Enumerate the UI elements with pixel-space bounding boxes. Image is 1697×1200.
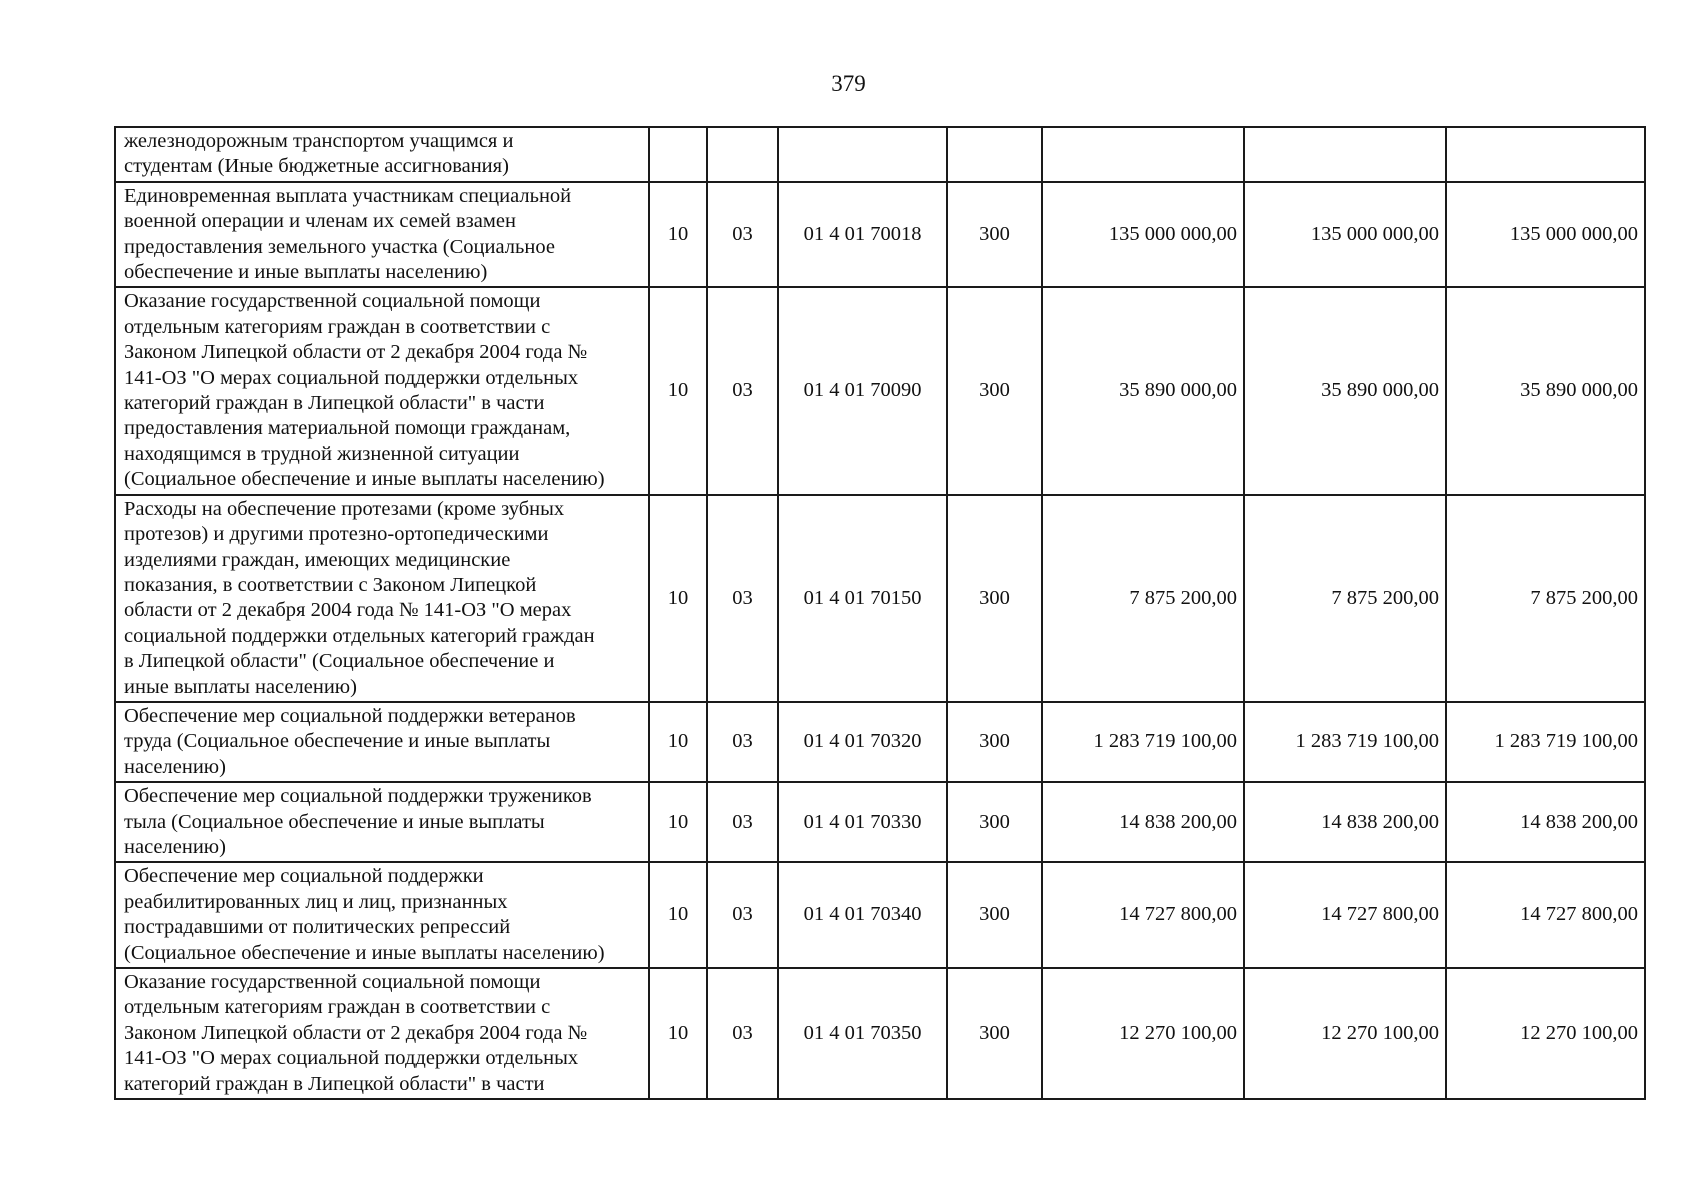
amount-year-2 [1244, 127, 1446, 182]
amount-year-1: 14 838 200,00 [1042, 782, 1244, 862]
amount-year-3: 7 875 200,00 [1446, 495, 1645, 702]
section-code: 10 [649, 782, 707, 862]
expense-type-code: 300 [947, 287, 1042, 494]
expense-type-code: 300 [947, 495, 1042, 702]
expense-type-code: 300 [947, 702, 1042, 782]
amount-year-1: 12 270 100,00 [1042, 968, 1244, 1099]
target-article-code: 01 4 01 70330 [778, 782, 947, 862]
amount-year-3: 14 727 800,00 [1446, 862, 1645, 968]
amount-year-3: 12 270 100,00 [1446, 968, 1645, 1099]
section-code: 10 [649, 287, 707, 494]
row-description: Расходы на обеспечение протезами (кроме зубных протезов) и другими протезно-ортопедическими изделиями граждан, имеющих медицинские показания, в соответствии с Законом Липецкой области от 2 декабря 2004 года № 141-ОЗ "О мерах социальной поддержки отдельных категорий граждан в Липецкой области" (Социальное обеспечение и иные выплаты населению) [115, 495, 649, 702]
section-code: 10 [649, 862, 707, 968]
subsection-code: 03 [707, 287, 778, 494]
section-code: 10 [649, 968, 707, 1099]
amount-year-2: 7 875 200,00 [1244, 495, 1446, 702]
table-row [115, 182, 1645, 288]
page-number: 379 [831, 71, 866, 96]
target-article-code: 01 4 01 70350 [778, 968, 947, 1099]
budget-table [114, 126, 1646, 1100]
amount-year-1: 14 727 800,00 [1042, 862, 1244, 968]
row-description: Обеспечение мер социальной поддержки тружеников тыла (Социальное обеспечение и иные выплаты населению) [115, 782, 649, 862]
target-article-code: 01 4 01 70340 [778, 862, 947, 968]
expense-type-code: 300 [947, 782, 1042, 862]
expense-type-code [947, 127, 1042, 182]
target-article-code: 01 4 01 70150 [778, 495, 947, 702]
amount-year-2: 1 283 719 100,00 [1244, 702, 1446, 782]
amount-year-1: 7 875 200,00 [1042, 495, 1244, 702]
table-row [115, 968, 1645, 1099]
expense-type-code: 300 [947, 968, 1042, 1099]
amount-year-3: 35 890 000,00 [1446, 287, 1645, 494]
amount-year-1: 1 283 719 100,00 [1042, 702, 1244, 782]
table-row [115, 862, 1645, 968]
row-description: Оказание государственной социальной помощи отдельным категориям граждан в соответствии с Законом Липецкой области от 2 декабря 2004 года № 141-ОЗ "О мерах социальной поддержки отдельных категорий граждан в Липецкой области" в части предоставления материальной помощи гражданам, находящимся в трудной жизненной ситуации (Социальное обеспечение и иные выплаты населению) [115, 287, 649, 494]
table-row [115, 702, 1645, 782]
amount-year-3: 135 000 000,00 [1446, 182, 1645, 288]
amount-year-3: 14 838 200,00 [1446, 782, 1645, 862]
amount-year-3: 1 283 719 100,00 [1446, 702, 1645, 782]
amount-year-1: 35 890 000,00 [1042, 287, 1244, 494]
row-description: Обеспечение мер социальной поддержки ветеранов труда (Социальное обеспечение и иные выплаты населению) [115, 702, 649, 782]
subsection-code: 03 [707, 782, 778, 862]
amount-year-1 [1042, 127, 1244, 182]
section-code: 10 [649, 182, 707, 288]
row-description: Единовременная выплата участникам специальной военной операции и членам их семей взамен предоставления земельного участка (Социальное обеспечение и иные выплаты населению) [115, 182, 649, 288]
table-row [115, 782, 1645, 862]
subsection-code: 03 [707, 495, 778, 702]
amount-year-1: 135 000 000,00 [1042, 182, 1244, 288]
target-article-code: 01 4 01 70320 [778, 702, 947, 782]
section-code: 10 [649, 495, 707, 702]
amount-year-2: 12 270 100,00 [1244, 968, 1446, 1099]
subsection-code: 03 [707, 968, 778, 1099]
expense-type-code: 300 [947, 862, 1042, 968]
subsection-code [707, 127, 778, 182]
table-row [115, 287, 1645, 494]
section-code: 10 [649, 702, 707, 782]
subsection-code: 03 [707, 182, 778, 288]
subsection-code: 03 [707, 702, 778, 782]
amount-year-2: 135 000 000,00 [1244, 182, 1446, 288]
amount-year-2: 14 727 800,00 [1244, 862, 1446, 968]
row-description: Оказание государственной социальной помощи отдельным категориям граждан в соответствии с Законом Липецкой области от 2 декабря 2004 года № 141-ОЗ "О мерах социальной поддержки отдельных категорий граждан в Липецкой области" в части [115, 968, 649, 1099]
subsection-code: 03 [707, 862, 778, 968]
amount-year-2: 35 890 000,00 [1244, 287, 1446, 494]
table-row [115, 495, 1645, 702]
target-article-code [778, 127, 947, 182]
expense-type-code: 300 [947, 182, 1042, 288]
row-description: Обеспечение мер социальной поддержки реабилитированных лиц и лиц, признанных пострадавшими от политических репрессий (Социальное обеспечение и иные выплаты населению) [115, 862, 649, 968]
row-description: железнодорожным транспортом учащимся и студентам (Иные бюджетные ассигнования) [115, 127, 649, 182]
table-row [115, 127, 1645, 182]
target-article-code: 01 4 01 70090 [778, 287, 947, 494]
amount-year-3 [1446, 127, 1645, 182]
amount-year-2: 14 838 200,00 [1244, 782, 1446, 862]
target-article-code: 01 4 01 70018 [778, 182, 947, 288]
section-code [649, 127, 707, 182]
